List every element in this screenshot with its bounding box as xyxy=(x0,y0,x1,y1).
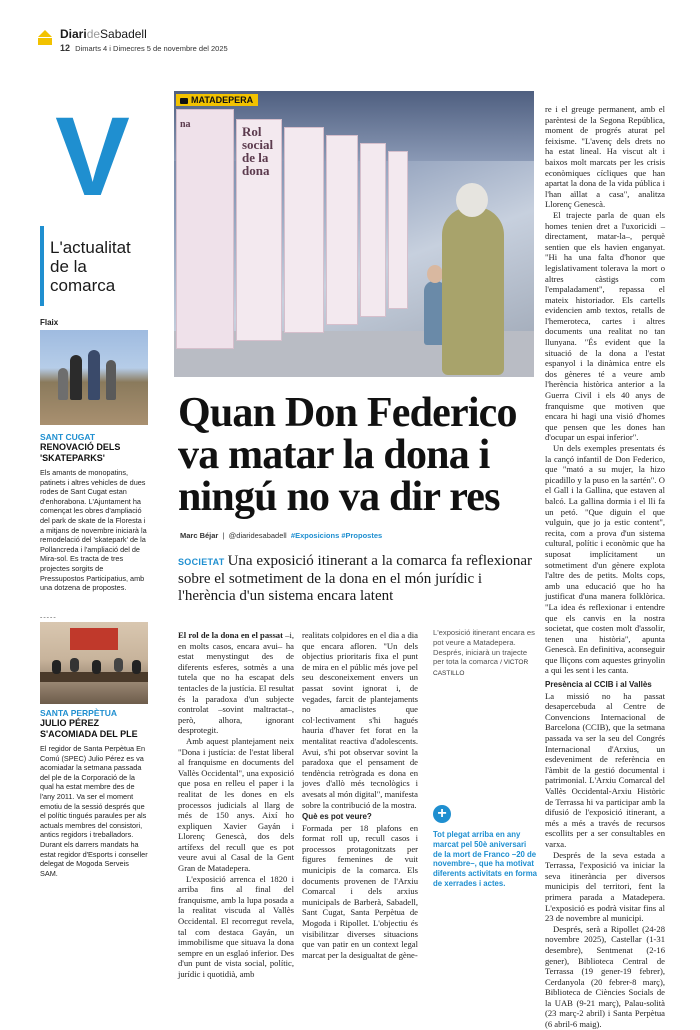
article-column-3 xyxy=(545,104,665,1030)
location-tag xyxy=(176,94,258,106)
section-header xyxy=(40,94,145,219)
article-headline: Quan Don Federico va matar la dona i ningú no va dir res xyxy=(178,390,517,520)
subheading: Què es pot veure? xyxy=(302,812,372,822)
section-title-line: de la xyxy=(50,257,87,276)
paragraph: L'exposició arrenca el 1820 i arriba fins al final del franquisme, amb la lupa posada a la realitat viscuda al Vallès Occidental. El recorregut revela, tal com destaca Gayán, un immobilisme que situava la dona sempre en un esglaó inferior. Des d'un punt de vista social, polític, jurídic i quotidià, amb xyxy=(178,873,294,979)
newspaper-brand xyxy=(60,27,147,41)
brand-main: Diari xyxy=(60,27,87,41)
section-title-line: L'actualitat xyxy=(50,238,131,257)
author-name: Marc Béjar xyxy=(180,531,219,540)
exhibition-photo xyxy=(174,91,534,377)
brief-headline: 'SKATEPARKS' xyxy=(40,453,105,463)
paragraph: Un dels exemples presentats és la cançó infantil de Don Federico, que "mató a su mujer, la hizo picadillo y la puso en la sartén". O el Gall i la Gallina, que estaven al balcó. La gallina dormia i el lli fa un petó. "Que diguin el que vulguin, que jo ja estic content", recita, com a prova d'un sistema cultural, polític i econòmic que ha suposat implícitament un sotmetiment d'un gènere explota l'altre des de petits. Molts cops, amb una educació que ho ha justificat d'una manera folklòrica. "La idea és reflexionar i entendre que els canvis en la nostra societat, que costen molt d'assolir, tenen una història", apunta Genescà. En definitiva, aconseguir que lliçons com aquestes grinyolin a qui les sent i les canta. xyxy=(545,443,665,676)
plus-icon: + xyxy=(433,805,451,823)
article-column-2 xyxy=(302,630,418,960)
paragraph: El trajecte parla de quan els homes tenien dret a l'uxoricidi –directament, matar-la–, perquè sentien que els havien enganyat. "Hi ha una falta d'honor que legislativament tolerava la mort o altres càstigs com l'empaladament", repassa el mateix historiador. Els cartells evidencien amb textos, retalls de l'hemeroteca, cartes i altres documents una realitat no tan llunyana. "És evident que la situació de la dona a l'estat espanyol i la dinàmica entre els dos gèneres té a veure amb l'herència històrica anterior a la Guerra Civil i els 40 anys de franquisme que motiven que encara hi hagi una visió d'homes que pensen que les dones han d'ocupar un espai inferior". xyxy=(545,209,665,443)
brief-kicker: SANTA PERPÈTUA xyxy=(40,708,117,718)
brief-headline: S'ACOMIADA DEL PLE xyxy=(40,729,138,739)
brief-kicker: SANT CUGAT xyxy=(40,432,96,442)
panel-title: Rol social de la dona xyxy=(242,124,274,178)
camera-icon xyxy=(180,98,188,104)
brief-santa-perpetua xyxy=(40,708,148,878)
subheading: Presència al CCIB i al Vallès xyxy=(545,680,652,690)
paragraph: Amb aquest plantejament neix "Dona i justícia: de l'estat liberal al franquisme en documents del Vallès Occidental", una exposició que posa en relleu el paper i la realitat de les dones en els processos judicials al llarg de més de 150 anys. Així ho expliquen Xavier Gayán i Llorenç Genescà, dos dels artífexs del recull que es pot veure avui al Casal de la Gent Gran de Matadepera. xyxy=(178,735,294,874)
issue-date: Dimarts 4 i Dimecres 5 de novembre del 2025 xyxy=(75,44,228,53)
article-column-1 xyxy=(178,630,294,980)
brand-city: Sabadell xyxy=(100,27,147,41)
sidebar-note: Tot plegat arriba en any marcat pel 50è aniversari de la mort de Franco –20 de novembre–, que ha motivat diferents activitats en forma de xerrades i actes. xyxy=(433,830,537,888)
panel-title: na xyxy=(180,119,191,130)
brief-headline: RENOVACIÓ DELS xyxy=(40,442,121,452)
section-letter-box xyxy=(40,94,145,219)
caption-text: L'exposició itinerant encara es pot veure a Matadepera. Després, iniciarà un trajecte per tota la comarca xyxy=(433,628,535,667)
brief-divider: ----- xyxy=(40,613,57,621)
section-title xyxy=(50,238,131,295)
byline: Marc Béjar | @diaridesabadell #Exposicions #Propostes xyxy=(180,531,383,540)
photo-credit: / VICTOR CASTILLO xyxy=(433,659,529,678)
skatepark-photo xyxy=(40,330,148,425)
paragraph: –i, en molts casos, encara avui– ha estat menystingut des de diferents esferes, sotmès a una tutela que no ha escapat dels tentacles de la justícia. El resultat és la paradoxa d'un subjecte controlat –sovint maltractat–, però, alhora, ignorant desprotegit. xyxy=(178,630,294,736)
page-info xyxy=(60,43,228,53)
paragraph: Formada per 18 plafons en format roll up, recull casos i processos protagonitzats per figures femenines de vuit municipis de la comarca. Els documents provenen de l'Arxiu Comarcal i dels arxius municipals de Barberà, Sabadell, Sant Cugat, Santa Perpètua de Mogoda i Ripollet. L'objectiu és visibilitzar diverses situacions que van patir en un context legal marcat per la desigualtat de gène- xyxy=(302,822,418,960)
column-lead-bold: El rol de la dona en el passat xyxy=(178,630,283,640)
lead-text: Una exposició itinerant a la comarca fa reflexionar sobre el sotmetiment de la dona en el món jurídic i l'herència d'un sistema encara latent xyxy=(178,553,533,604)
page-number: 12 xyxy=(60,43,71,53)
newspaper-logo-icon xyxy=(38,30,52,46)
paragraph: re i el greuge permanent, amb el parèntesi de la Segona República, moment de progrés aturat pel feixisme. "L'avenç dels drets no ha estat lineal. Ha viscut alt i baixos molt marcats per les crisis econòmiques cícliques que han apartat la dona de la vida pública i l'han aïllat a casa", analitza Llorenç Genescà. xyxy=(545,104,665,210)
paragraph: Després, serà a Ripollet (24-28 novembre 2025), Castellar (1-31 desembre), Sentmenat (2-16 gener), Biblioteca Central de Terrassa (19 gener-19 febrer), Cerdanyola (20 febrer-8 març), Biblioteca de Ciències Socials de la UAB (9-21 març), Palau-solità (23 març-2 abril) i Santa Perpètua (6 abril-6 maig). xyxy=(545,923,665,1030)
section-title-line: comarca xyxy=(50,276,116,295)
flaix-label: Flaix xyxy=(40,318,59,327)
section-letter: V xyxy=(55,94,130,219)
photo-caption xyxy=(433,628,537,679)
author-handle: @diaridesabadell xyxy=(228,531,287,540)
lead-section-label: SOCIETAT xyxy=(178,557,225,567)
brief-body: Els amants de monopatins, patinets i altres vehicles de dues rodes de Sant Cugat estan d'enhorabona. L'Ajuntament ha començat les obres d'ampliació del park de skate de la Floresta i a mitjans de novembre iniciarà la remodelació del 'skatepark' de la Pollancreda i l'ampliació del de Mira-sol. Es tracta de tres projectes sorgits de Pressupostos Participatius, amb una dotzena de propostes. xyxy=(40,468,147,593)
paragraph: Després de la seva estada a Terrassa, l'exposició va iniciar la seva itinerància per diversos municipis del territori, fent la primera parada a Matadepera. L'exposició es podrà visitar fins al 23 de novembre al municipi. xyxy=(545,849,665,924)
brief-sant-cugat xyxy=(40,432,148,593)
section-rule xyxy=(40,226,44,306)
brief-body: El regidor de Santa Perpètua En Comú (SPEC) Julio Pérez es va acomiadar la setmana passada del ple de la Corporació de la qual ha estat membre des de l'any 2011. Va ser el moment emotiu de la sessió després que el polític tingués paraules per als actuals membres del consistori, antics regidors i treballadors. Durant els darrers mandats ha estat regidor d'Esports i conseller delegat de Mogoda Serveis SAM. xyxy=(40,744,148,878)
council-photo xyxy=(40,622,148,704)
article-lead xyxy=(178,553,538,605)
masthead xyxy=(38,24,662,54)
paragraph: realitats colpidores en el dia a dia que encara afloren. "Un dels objectius prioritaris fixa el punt de mira en el públic més jove pel seu desconeixement envers un passat sovint ignorat i, de vegades, farcit de plantejaments no amaclistes que col·lectivament s'hi hagués hauria d'haver fet forat en la mentalitat reactiva d'adolescents. Avui, s'hi pot observar sovint la paradoxa que el pensament de tendència retrògrada es dona en joves d'allò més tecnològics i avesats al món digital", manifesta sobre la contribució de la mostra. xyxy=(302,630,418,810)
brand-de: de xyxy=(86,27,101,41)
brief-headline: JULIO PÉREZ xyxy=(40,718,100,728)
location-tag-label: MATADEPERA xyxy=(191,95,254,105)
paragraph: La missió no ha passat desapercebuda al Centre de Convencions Internacional de Barcelona (CCIB), que la setmana passada va ser la seu del Congrés Internacional d'Arxius, un esdeveniment de referència en l'àmbit de la gestió documental i patrimonial. L'Arxiu Comarcal del Vallès Occidental-Arxiu Històric de Terrassa hi va participar amb la difusió de l'exposició itinerant, a més a més a través de recursos escollits per a ser consultables en varxa. xyxy=(545,690,665,849)
article-tags: #Exposicions #Propostes xyxy=(290,531,383,540)
